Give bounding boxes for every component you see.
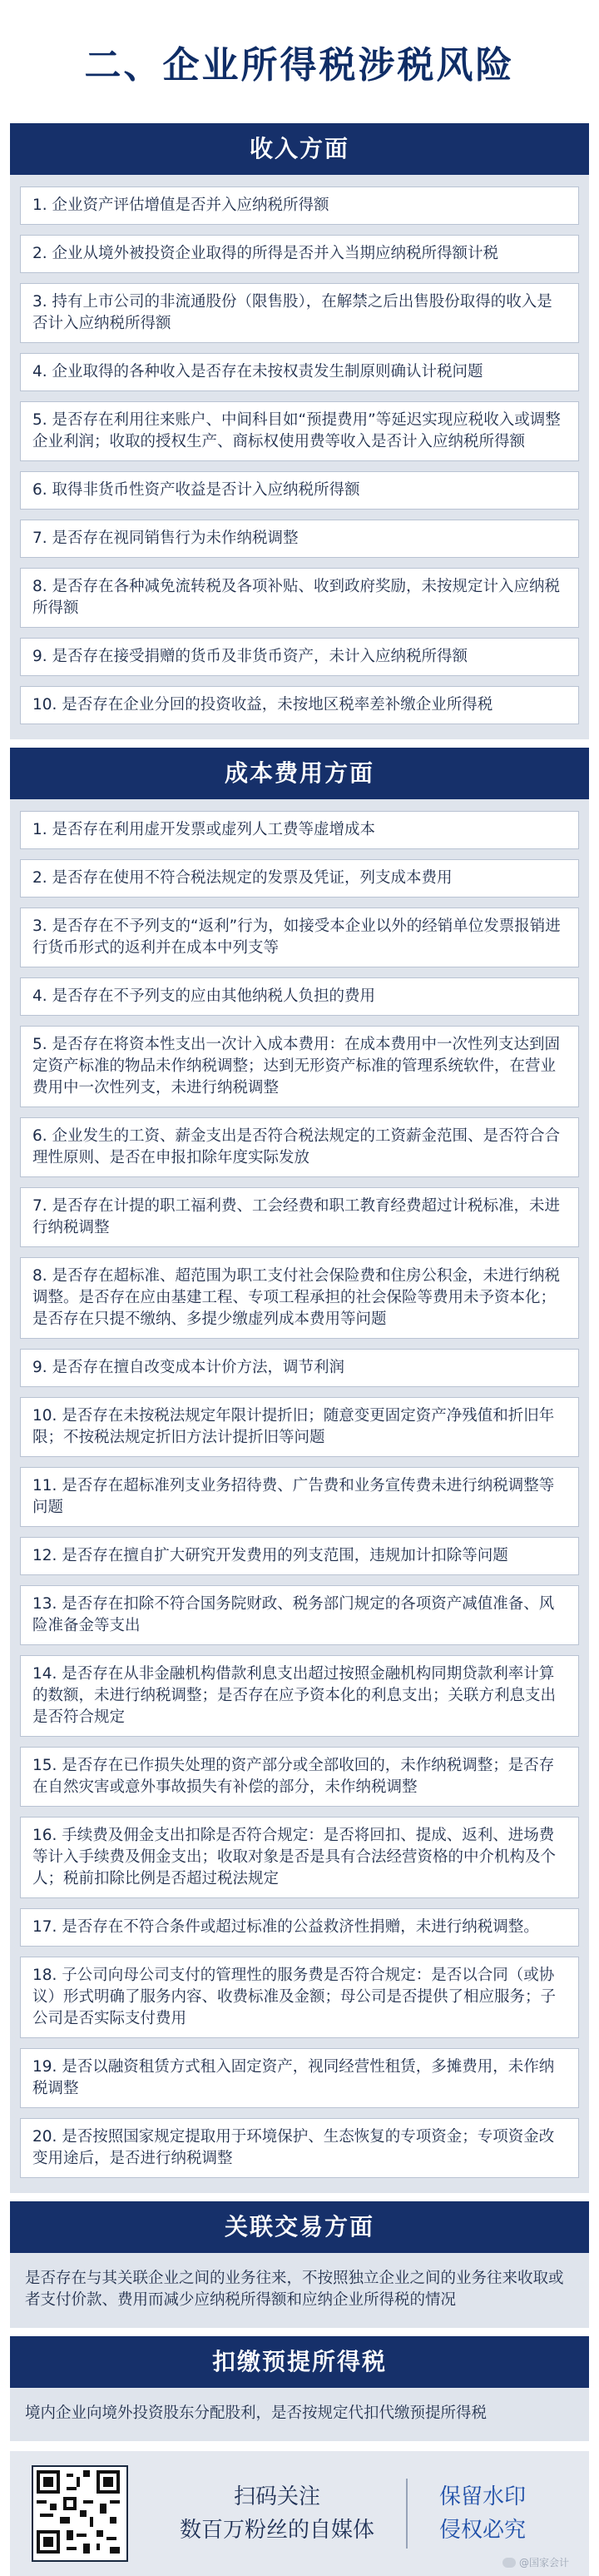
- list-item: 19. 是否以融资租赁方式租入固定资产，视同经营性租赁，多摊费用，未作纳税调整: [20, 2048, 579, 2108]
- list-item: 9. 是否存在擅自改变成本计价方法，调节利润: [20, 1349, 579, 1387]
- section-header: 扣缴预提所得税: [10, 2336, 589, 2388]
- list-item: 17. 是否存在不符合条件或超过标准的公益救济性捐赠，未进行纳税调整。: [20, 1908, 579, 1947]
- footer-banner: [10, 2451, 589, 2576]
- weibo-icon: [502, 2558, 516, 2568]
- list-item: 11. 是否存在超标准列支业务招待费、广告费和业务宣传费未进行纳税调整等问题: [20, 1467, 579, 1527]
- section-cost: [10, 748, 589, 2193]
- section-header: 成本费用方面: [10, 748, 589, 799]
- list-item: 3. 是否存在不予列支的“返利”行为，如接受本企业以外的经销单位发票报销进行货币形式的返利并在成本中列支等: [20, 908, 579, 967]
- weibo-watermark: [502, 2555, 569, 2569]
- section-related-party: [10, 2201, 589, 2328]
- list-item: 6. 企业发生的工资、薪金支出是否符合税法规定的工资薪金范围、是否符合合理性原则、是否在申报扣除年度实际发放: [20, 1117, 579, 1177]
- list-item: 7. 是否存在计提的职工福利费、工会经费和职工教育经费超过计税标准，未进行纳税调整: [20, 1187, 579, 1247]
- list-item: 6. 取得非货币性资产收益是否计入应纳税所得额: [20, 471, 579, 510]
- list-item: 1. 是否存在利用虚开发票或虚列人工费等虚增成本: [20, 811, 579, 849]
- list-item: 9. 是否存在接受捐赠的货币及非货币资产，未计入应纳税所得额: [20, 638, 579, 676]
- divider: [406, 2479, 408, 2549]
- list-item: 8. 是否存在超标准、超范围为职工支付社会保险费和住房公积金，未进行纳税调整。是否存在应由基建工程、专项工程承担的社会保险等费用未予资本化；是否存在只提不缴纳、多提少缴虚列成本费用等问题: [20, 1257, 579, 1339]
- list-item: 8. 是否存在各种减免流转税及各项补贴、收到政府奖励，未按规定计入应纳税所得额: [20, 568, 579, 628]
- section-income: [10, 123, 589, 739]
- section-header: 收入方面: [10, 123, 589, 175]
- weibo-handle: @国家会计: [518, 2557, 569, 2569]
- section-body: [10, 175, 589, 739]
- list-item: 10. 是否存在企业分回的投资收益，未按地区税率差补缴企业所得税: [20, 686, 579, 724]
- section-body: [10, 2388, 589, 2441]
- section-header: 关联交易方面: [10, 2201, 589, 2253]
- list-item: 境内企业向境外投资股东分配股利，是否按规定代扣代缴预提所得税: [25, 2404, 488, 2422]
- qr-code-icon[interactable]: [32, 2465, 128, 2562]
- page-title: 二、企业所得税涉税风险: [84, 44, 515, 87]
- list-item: 3. 持有上市公司的非流通股份（限售股），在解禁之后出售股份取得的收入是否计入应纳税所得额: [20, 283, 579, 343]
- scan-line-2: 数百万粉丝的自媒体: [180, 2518, 375, 2543]
- section-withholding: [10, 2336, 589, 2441]
- list-item: 4. 是否存在不予列支的应由其他纳税人负担的费用: [20, 977, 579, 1016]
- list-item: 5. 是否存在将资本性支出一次计入成本费用：在成本费用中一次性列支达到固定资产标准的物品未作纳税调整；达到无形资产标准的管理系统软件，在营业费用中一次性列支，未进行纳税调整: [20, 1026, 579, 1107]
- list-item: 20. 是否按照国家规定提取用于环境保护、生态恢复的专项资金；专项资金改变用途后，是否进行纳税调整: [20, 2118, 579, 2178]
- scan-line-1: 扫码关注: [234, 2484, 321, 2509]
- list-item: 是否存在与其关联企业之间的业务往来，不按照独立企业之间的业务往来收取或者支付价款、费用而减少应纳税所得额和应纳企业所得税的情况: [25, 2270, 564, 2309]
- list-item: 10. 是否存在未按税法规定年限计提折旧；随意变更固定资产净残值和折旧年限；不按税法规定折旧方法计提折旧等问题: [20, 1397, 579, 1457]
- list-item: 12. 是否存在擅自扩大研究开发费用的列支范围，违规加计扣除等问题: [20, 1537, 579, 1575]
- section-body: [10, 2253, 589, 2328]
- copyright-line-1: 保留水印: [439, 2484, 527, 2509]
- list-item: 1. 企业资产评估增值是否并入应纳税所得额: [20, 186, 579, 225]
- list-item: 15. 是否存在已作损失处理的资产部分或全部收回的，未作纳税调整；是否存在自然灾害或意外事故损失有补偿的部分，未作纳税调整: [20, 1747, 579, 1807]
- footer-copyright-text: [439, 2480, 526, 2547]
- list-item: 2. 企业从境外被投资企业取得的所得是否并入当期应纳税所得额计税: [20, 235, 579, 273]
- footer-scan-text: [180, 2480, 374, 2547]
- list-item: 16. 手续费及佣金支出扣除是否符合规定：是否将回扣、提成、返利、进场费等计入手续费及佣金支出；收取对象是否是具有合法经营资格的中介机构及个人；税前扣除比例是否超过税法规定: [20, 1817, 579, 1898]
- list-item: 13. 是否存在扣除不符合国务院财政、税务部门规定的各项资产减值准备、风险准备金等支出: [20, 1585, 579, 1645]
- list-item: 2. 是否存在使用不符合税法规定的发票及凭证，列支成本费用: [20, 859, 579, 898]
- list-item: 5. 是否存在利用往来账户、中间科目如“预提费用”等延迟实现应税收入或调整企业利润；收取的授权生产、商标权使用费等收入是否计入应纳税所得额: [20, 401, 579, 461]
- list-item: 4. 企业取得的各种收入是否存在未按权责发生制原则确认计税问题: [20, 353, 579, 391]
- list-item: 18. 子公司向母公司支付的管理性的服务费是否符合规定：是否以合同（或协议）形式明确了服务内容、收费标准及金额；母公司是否提供了相应服务；子公司是否实际支付费用: [20, 1957, 579, 2038]
- list-item: 14. 是否存在从非金融机构借款利息支出超过按照金融机构同期贷款利率计算的数额，未进行纳税调整；是否存在应予资本化的利息支出；关联方利息支出是否符合规定: [20, 1655, 579, 1737]
- copyright-line-2: 侵权必究: [439, 2518, 527, 2543]
- list-item: 7. 是否存在视同销售行为未作纳税调整: [20, 520, 579, 558]
- section-body: [10, 799, 589, 2193]
